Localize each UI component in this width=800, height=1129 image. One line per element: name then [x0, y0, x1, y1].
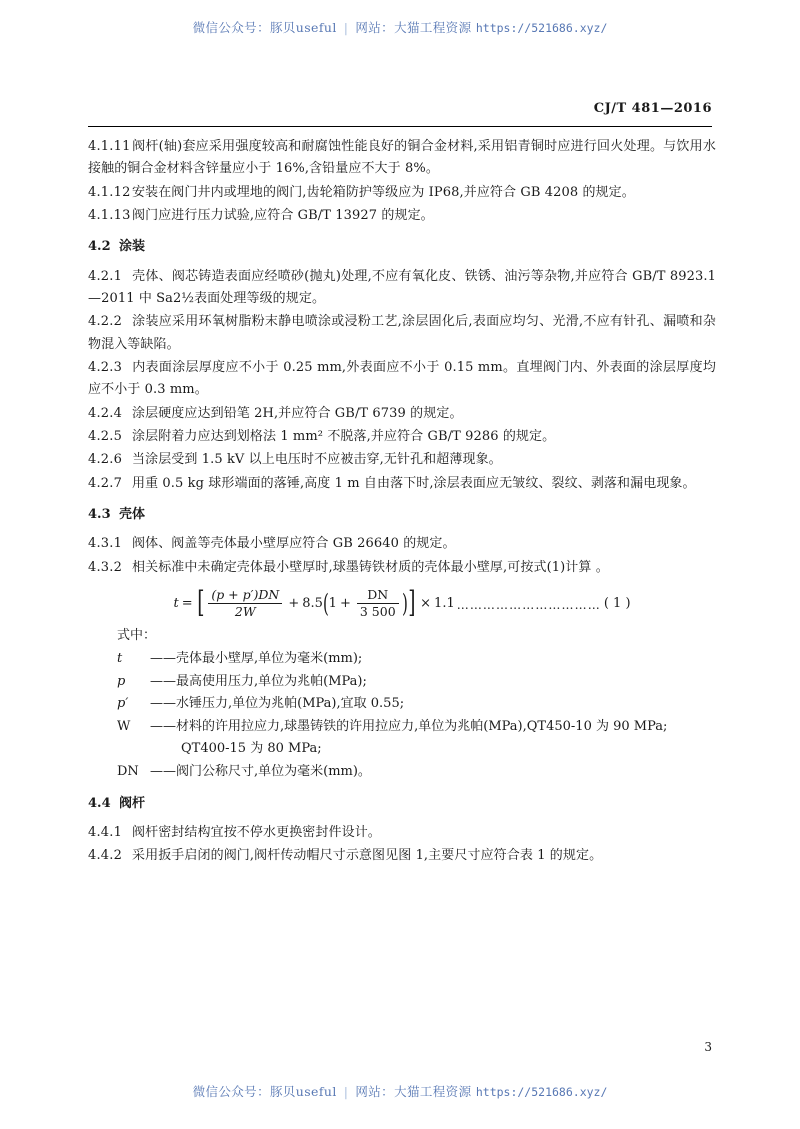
formula-equals: =	[181, 595, 193, 611]
definition-text: 阀门公称尺寸,单位为毫米(mm)。	[176, 764, 371, 780]
clause-4-4-1	[88, 822, 716, 844]
clause-4-2-2	[88, 311, 716, 356]
watermark-separator: |	[343, 1084, 349, 1099]
clause-text: 阀杆(轴)套应采用强度较高和耐腐蚀性能良好的铜合金材料,采用铝青铜时应进行回火处理。与饮用水接触的铜合金材料含锌量应小于 16%,含铅量应不大于 8%。	[88, 139, 716, 177]
formula-equation-number: ( 1 )	[603, 595, 631, 611]
clause-4-1-12	[88, 182, 716, 204]
bracket-close-icon: ]	[408, 585, 416, 621]
definition-text: 最高使用压力,单位为兆帕(MPa);	[176, 673, 367, 689]
definition-text: 水锤压力,单位为兆帕(MPa),宜取 0.55;	[176, 696, 405, 712]
header-rule	[88, 126, 712, 127]
clause-text: 内表面涂层厚度应不小于 0.25 mm,外表面应不小于 0.15 mm。直埋阀门内、外表面的涂层厚度均应不小于 0.3 mm。	[88, 359, 716, 398]
definition-item-p-prime	[88, 693, 716, 716]
definition-symbol: t	[117, 651, 123, 667]
formula-coefficient: 8.5	[302, 595, 323, 611]
clause-number: 4.4.1	[88, 824, 123, 840]
definition-item-t	[88, 648, 716, 671]
clause-4-2-3	[88, 357, 716, 402]
section-number: 4.2	[88, 239, 111, 255]
clause-text: 用重 0.5 kg 球形端面的落锤,高度 1 m 自由落下时,涂层表面应无皱纹、裂纹、剥落和漏电现象。	[132, 475, 696, 491]
section-heading-4-4	[88, 793, 716, 815]
clause-number: 4.2.6	[88, 452, 123, 468]
page-number: 3	[704, 1040, 712, 1054]
clause-text: 采用扳手启闭的阀门,阀杆传动帽尺寸示意图见图 1,主要尺寸应符合表 1 的规定。	[132, 848, 603, 864]
formula-main-fraction	[208, 588, 282, 619]
section-number: 4.3	[88, 507, 111, 523]
definition-dash: ——	[150, 651, 176, 667]
formula-inner-numerator: DN	[367, 586, 389, 602]
watermark-wechat-value: 豚贝useful	[269, 1084, 337, 1099]
definition-symbol: W	[117, 718, 131, 734]
watermark-url: https://521686.xyz/	[475, 1085, 608, 1099]
formula-plus: +	[288, 595, 300, 611]
definition-dash: ——	[150, 764, 176, 780]
clause-number: 4.2.4	[88, 405, 123, 421]
clause-4-1-11	[88, 136, 716, 181]
section-title-text: 涂装	[119, 239, 146, 255]
watermark-wechat-label: 微信公众号：	[192, 1084, 270, 1099]
clause-text: 阀杆密封结构宜按不停水更换密封件设计。	[132, 824, 381, 840]
definition-text: 壳体最小壁厚,单位为毫米(mm);	[176, 651, 363, 667]
watermark-header	[0, 18, 800, 36]
clause-4-3-2	[88, 557, 716, 579]
formula-multiplier: 1.1	[434, 595, 455, 611]
watermark-wechat-value: 豚贝useful	[269, 20, 337, 35]
definition-symbol: p′	[117, 696, 129, 712]
definition-item-dn	[88, 761, 716, 784]
formula-inner-plus: +	[339, 595, 351, 611]
watermark-site-value: 大猫工程资源	[394, 20, 472, 35]
formula-1	[88, 585, 716, 621]
where-label: 式中：	[117, 627, 157, 643]
clause-text: 壳体、阀芯铸造表面应经喷砂(抛丸)处理,不应有氧化皮、铁锈、油污等杂物,并应符合 GB/T 8923.1—2011 中 Sa2½表面处理等级的规定。	[88, 268, 716, 306]
clause-number: 4.2.7	[88, 475, 123, 491]
watermark-site-label: 网站：	[355, 20, 395, 35]
clause-number: 4.1.11	[88, 139, 131, 154]
watermark-wechat-label: 微信公众号：	[192, 20, 270, 35]
definition-dash: ——	[150, 718, 176, 734]
clause-4-2-6	[88, 449, 716, 471]
formula-denominator: 2W	[234, 603, 256, 619]
clause-text: 涂层附着力应达到划格法 1 mm² 不脱落,并应符合 GB/T 9286 的规定。	[132, 429, 556, 445]
clause-4-2-7	[88, 473, 716, 495]
definition-dash: ——	[150, 673, 176, 689]
clause-4-4-2	[88, 845, 716, 867]
definition-symbol: DN	[117, 764, 139, 780]
page-header-standard-number: CJ/T 481—2016	[593, 101, 712, 116]
clause-number: 4.3.1	[88, 536, 123, 552]
definition-dash: ——	[150, 696, 176, 712]
clause-4-3-1	[88, 533, 716, 555]
symbol-definition-list	[88, 648, 716, 784]
clause-4-2-1	[88, 266, 716, 311]
clause-text: 阀门应进行压力试验,应符合 GB/T 13927 的规定。	[132, 208, 434, 224]
formula-leader-dots: ……………………………	[456, 598, 601, 613]
paren-close-icon: )	[401, 588, 408, 618]
formula-expression	[173, 585, 631, 621]
clause-number: 4.2.2	[88, 314, 123, 330]
clause-number: 4.2.5	[88, 429, 123, 445]
clause-4-2-4	[88, 403, 716, 425]
watermark-separator: |	[343, 20, 349, 35]
bracket-open-icon: [	[196, 585, 205, 621]
clause-text: 涂装应采用环氧树脂粉末静电喷涂或浸粉工艺,涂层固化后,表面应均匀、光滑,不应有针孔、漏喷和杂物混入等缺陷。	[88, 314, 716, 352]
watermark-url: https://521686.xyz/	[475, 21, 608, 35]
formula-inner-one: 1	[328, 595, 337, 611]
section-number: 4.4	[88, 795, 111, 811]
clause-4-2-5	[88, 426, 716, 448]
clause-number: 4.3.2	[88, 559, 123, 575]
paren-open-icon: (	[322, 588, 329, 618]
formula-inner-denominator: 3 500	[359, 603, 396, 619]
clause-number: 4.1.12	[88, 184, 131, 200]
clause-text: 相关标准中未确定壳体最小壁厚时,球墨铸铁材质的壳体最小壁厚,可按式(1)计算 。	[132, 559, 609, 575]
definition-item-w-continuation: QT400-15 为 80 MPa;	[181, 741, 322, 757]
clause-text: 安装在阀门井内或埋地的阀门,齿轮箱防护等级应为 IP68,并应符合 GB 4208 的规定。	[132, 184, 635, 200]
definition-symbol: p	[117, 673, 126, 689]
clause-number: 4.1.13	[88, 208, 131, 224]
clause-4-1-13	[88, 205, 716, 227]
definition-text: 材料的许用拉应力,球墨铸铁的许用拉应力,单位为兆帕(MPa),QT450-10 为 90 MPa;	[176, 718, 668, 734]
definition-item-p	[88, 671, 716, 694]
definition-item-w	[88, 716, 716, 739]
clause-number: 4.2.3	[88, 359, 123, 375]
document-body	[88, 136, 716, 869]
watermark-footer	[0, 1082, 800, 1100]
formula-inner-fraction	[357, 588, 399, 619]
clause-text: 阀体、阀盖等壳体最小壁厚应符合 GB 26640 的规定。	[132, 536, 456, 552]
formula-times: ×	[420, 595, 432, 611]
clause-text: 当涂层受到 1.5 kV 以上电压时不应被击穿,无针孔和超薄现象。	[132, 452, 502, 468]
clause-number: 4.4.2	[88, 848, 123, 864]
section-title-text: 壳体	[119, 507, 146, 523]
clause-text: 涂层硬度应达到铅笔 2H,并应符合 GB/T 6739 的规定。	[132, 405, 463, 421]
section-heading-4-2	[88, 236, 716, 258]
watermark-site-value: 大猫工程资源	[394, 1084, 472, 1099]
watermark-site-label: 网站：	[355, 1084, 395, 1099]
section-heading-4-3	[88, 504, 716, 526]
clause-number: 4.2.1	[88, 268, 123, 284]
formula-lhs: t	[173, 595, 179, 611]
section-title-text: 阀杆	[119, 795, 146, 811]
formula-numerator: (p + p′)DN	[211, 586, 280, 602]
